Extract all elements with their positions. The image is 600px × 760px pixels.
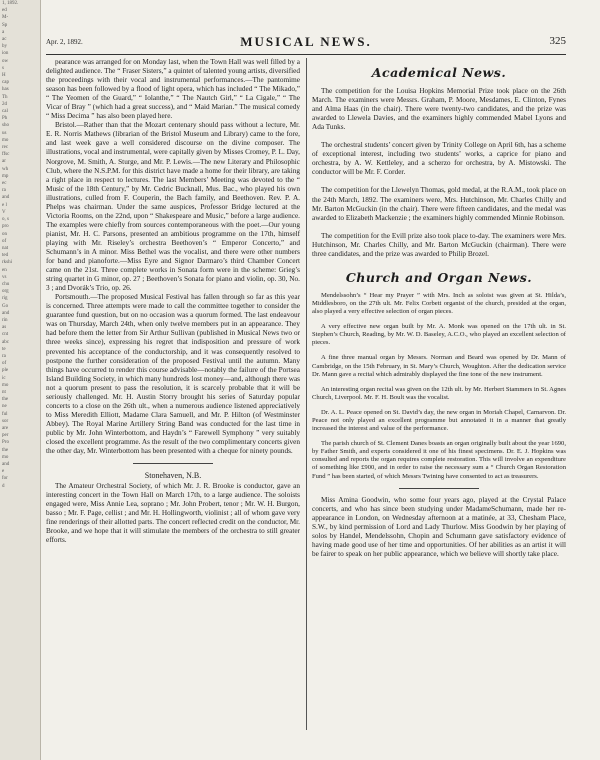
gutter-text-fragment: on: [2, 231, 7, 237]
gutter-text-fragment: te: [2, 346, 6, 352]
gutter-text-fragment: ed: [2, 8, 7, 14]
gutter-text-fragment: ec: [2, 181, 7, 187]
subheading: Stonehaven, N.B.: [144, 471, 202, 481]
gutter-text-fragment: rig: [2, 296, 8, 302]
article-paragraph: Bristol.—Rather than that the Mozart centenary should pass without a lecture, Mr. E. R. Norris Mathews (librarian of the Bristol Museum and Library) came to the fore, and last week gave a well considered discourse on the divine composer. The illustrations, vocal and instrumental, were capitally given by Misses Cromey, P. L. Day, Norgrove, M. Smith, A. Sturge, and Mr. P. Lewis.—The new Literary and Philosophic Club, where the N.S.P.M. for this district have made a home for their library, are taking a right place in respect to lectures. The last Members’ Meeting was devoted to the “ Music of the 18th Century,” by Mr. Cedric Bucknall, Mus. Bac., who played his own illustrations, culled from F. Couperin, the Bach family, and Beethoven. Rev. P. A. Phelps was chairman. Under the same auspices, Professor Bridge lectured at the Victoria Rooms, on the 22nd, upon “ Shakespeare and Music,” before a large audience. The examples were chiefly from sources contemporaneous with the poet.—Our young pianist, Mr. H. C. Parsons, presented an ambitious programme on the 17th, himself playing with Mr. Riseley’s orchestra Beethoven’s “ Emperor Concerto,” and Schumann’s in A minor. Miss Bethel was the vocalist, and there were other numbers for band and pianoforte.—Miss Eyre and Signor Darmaro’s third Chamber Concert came on the 21st. Three complete works in Sonata form were in the scheme: Grieg’s string quartet in G minor, op. 27 ; Beethoven’s Sonata for piano and violin, op. 30, No. 3 ; and Dvorák’s Trio, op. 26.: [46, 121, 300, 293]
column-divider: [306, 58, 307, 730]
gutter-text-fragment: Sp: [2, 22, 8, 28]
gutter-text-fragment: are: [2, 425, 9, 431]
gutter-text-fragment: by: [2, 44, 7, 50]
church-heading: Church and Organ News.: [345, 269, 533, 285]
issue-date: Apr. 2, 1892.: [46, 38, 83, 46]
church-paragraph: An interesting organ recital was given on the 12th ult. by Mr. Herbert Stammers in St. Agnes Church, Liverpool. Mr. F. H. Boult was the vocalist.: [312, 385, 566, 401]
gutter-text-fragment: e: [2, 469, 5, 475]
gutter-text-fragment: mo: [2, 454, 9, 460]
church-paragraph: Dr. A. L. Peace opened on St. David’s day, the new organ in Moriah Chapel, Carnarvon. Dr. Peace not only played an excellent programme but annotated it in a manner that greatly increased the interest and value of the performance.: [312, 408, 566, 433]
gutter-text-fragment: org: [2, 289, 9, 295]
gutter-text-fragment: H: [2, 73, 6, 79]
gutter-text-fragment: mo: [2, 137, 9, 143]
gutter-text-fragment: of: [2, 361, 7, 367]
gutter-text-fragment: pro: [2, 224, 9, 230]
gutter-text-fragment: abc: [2, 339, 9, 345]
masthead-title: MUSICAL NEWS.: [240, 34, 372, 49]
gutter-text-fragment: M-: [2, 15, 9, 21]
article-paragraph: The Amateur Orchestral Society, of which Mr. J. R. Brooke is conductor, gave an interesting concert in the Town Hall on March 17th, to a large audience. The soloists engaged were, Miss Annie Lea, soprano ; Mr. John Probert, tenor ; Mr. W. H. Burgon, basso ; Mr. F. Page, cellist ; and Mr. H. Hollingworth, violinist ; all of whom gave very fine renderings of their allotted parts. The concert reflected credit on the conductor, Mr. Brooke, and we hope that it will stimulate the members of the orchestra to still greater efforts.: [46, 482, 300, 545]
gutter-text-fragment: Th: [2, 94, 8, 100]
gutter-text-fragment: rin: [2, 317, 8, 323]
gutter-text-fragment: 1, 1892.: [2, 1, 19, 6]
gutter-text-fragment: ple: [2, 368, 9, 374]
gutter-text-fragment: ted: [2, 253, 9, 259]
gutter-text-fragment: cal: [2, 109, 8, 115]
gutter-text-fragment: and: [2, 462, 10, 467]
gutter-text-fragment: chu: [2, 281, 10, 287]
academical-heading: Academical News.: [371, 65, 507, 80]
gutter-text-fragment: Go: [2, 303, 9, 309]
header-rule: [46, 54, 566, 55]
gutter-text-fragment: ow: [2, 58, 9, 64]
gutter-text-fragment: ic: [2, 375, 6, 381]
section-rule: [399, 488, 479, 489]
church-paragraph: A very effective new organ built by Mr. A. Monk was opened on the 17th ult. in St. Stephen’s Church, Reading, by Mr. W. D. Baseley, A.C.O., who played an excellent selection of pieces.: [312, 323, 566, 347]
gutter-text-fragment: nt: [2, 389, 6, 395]
gutter-text-fragment: has: [2, 87, 9, 93]
gutter-text-fragment: the: [2, 447, 9, 453]
gutter-text-fragment: vs: [2, 274, 7, 280]
academical-paragraph: The competition for the Llewelyn Thomas, gold medal, at the R.A.M., took place on the 24th March, 1892. The examiners were, Mrs. Hutchinson, Mr. Charles Chilly and Mr. Barton McGuckin (in the chair). There were fifteen candidates, and the medal was awarded to Elizabeth Mackenzie ; the examiners highly commended Minnie Robinson.: [312, 186, 566, 222]
gutter-text-fragment: sor: [2, 418, 9, 424]
gutter-text-fragment: rec: [2, 145, 9, 151]
gutter-text-fragment: sho: [2, 123, 9, 129]
gutter-text-fragment: o, s: [2, 217, 9, 223]
gutter-text-fragment: V: [2, 209, 6, 215]
gutter-text-fragment: e l: [2, 202, 7, 208]
gutter-text-fragment: mp: [2, 173, 9, 179]
left-column: [46, 58, 300, 545]
gutter-text-fragment: and: [2, 310, 10, 316]
church-news-block: [312, 292, 566, 481]
gutter-text-fragment: en: [2, 267, 7, 273]
gutter-text-fragment: for: [2, 476, 8, 482]
gutter-text-fragment: us: [2, 130, 7, 136]
academical-paragraph: The competition for the Louisa Hopkins Memorial Prize took place on the 26th March. The examiners were Messrs. Graham, P. Moore, Mesdames, E. Clinton, Fynes and Alma Haas (in the chair). There were twenty-two candidates, and the prize was awarded to Llewela Davies, and the examiners highly commended Mabel Lyons and Ada Tunks.: [312, 87, 566, 132]
gutter-text-fragment: nat: [2, 245, 9, 251]
gutter-text-fragment: 2d: [2, 101, 7, 107]
article-paragraph: Miss Amina Goodwin, who some four years ago, played at the Crystal Palace concerts, and who has since been studying under MadameSchumann, made her re-appearance in London, on Wednesday afternoon at a matinée, at 33, Chesham Place, S.W., by kind permission of Lord and Lady Thurlow. Miss Goodwin by her playing of solos by Handel, Mendelssohn, Chopin and Schumann gave satisfactory evidence of having made good use of her time and opportunities. Of her abilities as an artist it will be fairer to speak on her public appearance, which we believe will shortly take place.: [312, 495, 566, 558]
gutter-text-fragment: mo: [2, 382, 9, 388]
church-paragraph: A fine three manual organ by Messrs. Norman and Beard was opened by Dr. Mann of Cambridge, on the 15th February, in St. Mary’s Church, Woughton. After the dedication service Dr. Mann gave a recital which admirably displayed the fine tone of the new instrument.: [312, 354, 566, 378]
gutter-text-fragment: Pro: [2, 440, 9, 446]
gutter-text-fragment: of: [2, 238, 7, 244]
academical-paragraph: The competition for the Evill prize also took place to-day. The examiners were Mrs. Hutchinson, Mr. Charles Chilly, and Mr. Barton McGuckin (chairman). There were three candidates, and the prize was awarded to Philip Brozel.: [312, 231, 566, 258]
gutter-text-fragment: cnt: [2, 332, 9, 338]
gutter-text-fragment: ar: [2, 159, 6, 165]
gutter-text-fragment: cap: [2, 80, 9, 86]
academical-paragraph: The orchestral students’ concert given by Trinity College on April 6th, has a scheme of exceptional interest, including two students’ works, a caprice for piano and orchestra, by A. W. Kettleley, and a scherzo for orchestra, by A. Mistowski. The conductor will be Mr. F. Corder.: [312, 141, 566, 177]
page-header: [46, 34, 566, 52]
gutter-text-fragment: ne: [2, 404, 7, 410]
church-paragraph: The parish church of St. Clement Danes boasts an organ originally built about the year 1690, by Father Smith, and experts considered it one of his finest specimens. Dr. E. J. Hopkins was consulted and reports the organ requires complete restoration. This will involve an expenditure of something like £900, and in order to raise the necessary sum a “ Church Organ Restoration Fund ” has been started, of which Messrs Twining have consented to act as treasurers.: [312, 440, 566, 480]
section-rule: [133, 463, 213, 464]
gutter-text-fragment: s: [2, 65, 4, 71]
gutter-text-fragment: a: [2, 29, 5, 35]
gutter-text-fragment: d: [2, 483, 5, 489]
gutter-text-fragment: ac: [2, 37, 7, 43]
page-number: 325: [549, 35, 566, 47]
gutter-text-fragment: ffsc: [2, 152, 10, 158]
gutter-text-fragment: ful: [2, 411, 8, 417]
adjacent-page-gutter: [0, 0, 41, 760]
gutter-text-fragment: ion: [2, 51, 9, 57]
church-paragraph: Mendelssohn’s “ Hear my Prayer ” with Mrs. Inch as soloist was given at St. Hilda’s, Middlesboro, on the 27th ult. Mr. Felix Corbett organist of the church, presided at the organ, also played a very effective selection of organ pieces.: [312, 291, 566, 316]
gutter-text-fragment: Ph: [2, 116, 8, 122]
gutter-text-fragment: as: [2, 325, 7, 331]
gutter-text-fragment: wh: [2, 166, 9, 172]
article-paragraph: Portsmouth.—The proposed Musical Festival has fallen through so far as this year is concerned. Three attempts were made to call the committee together to consider the guarantee fund question, but on no occasion was a quorum formed. The last endeavour was on Thursday, March 24th, when only twelve members put in an appearance. They had before them the letter from Sir Arthur Sullivan (published in Musical News two or three weeks since), expressing his regret that indisposition and pressure of work prevented his acceptance of the conductorship, and it was consequently resolved to postpone the further consideration of the proposed Festival until the autumn. Many things have occurred to render this course advisable—notably the failure of the Portsea Island Building Society, in which many hundreds lost money—and, although there was not a quorum present to pass the resolution, it is scarcely probable that it will be seriously challenged. Mr. H. Austin Storry brought his series of Saturday popular concerts to a close on the 26th ult., when a numerous audience listened appreciatively to Miss Meredith Elliott, Madame Clara Samuell, and Mr. P. Hilton (of Westminster Abbey). The Royal Marine Artillery String Band was conducted for the last time in public by Mr. John Winterbottom, and Haydn’s “ Farewell Symphony ” very suitably closed the excellent programme. As the result of the two complimentary concerts given the other day, Mr. Winterbottom has been presented with a cheque for ninety pounds.: [46, 293, 300, 456]
gutter-text-fragment: ra: [2, 353, 6, 359]
gutter-text-fragment: ra: [2, 188, 6, 194]
right-column: [312, 58, 566, 559]
gutter-text-fragment: per: [2, 433, 9, 439]
article-paragraph: pearance was arranged for on Monday last, when the Town Hall was well filled by a delighted audience. The “ Fraser Sisters,” a quintet of talented young artists, diversified the proceedings with their vocal and instrumental performances.—The pantomime season has been followed by a flood of light opera, which has included “ The Mikado,” “ The Yeomen of the Guard,” “ Iolanthe,” “ The Nautch Girl,” “ La Cigale,” “ The Vicar of Bray ” (which had a great success), and “ Maid Marian.” The musical comedy “ Miss Decima ” has also been played here.: [46, 58, 300, 121]
gutter-text-fragment: and: [2, 195, 10, 201]
gutter-text-fragment: rkshi: [2, 260, 12, 266]
gutter-text-fragment: the: [2, 397, 9, 403]
